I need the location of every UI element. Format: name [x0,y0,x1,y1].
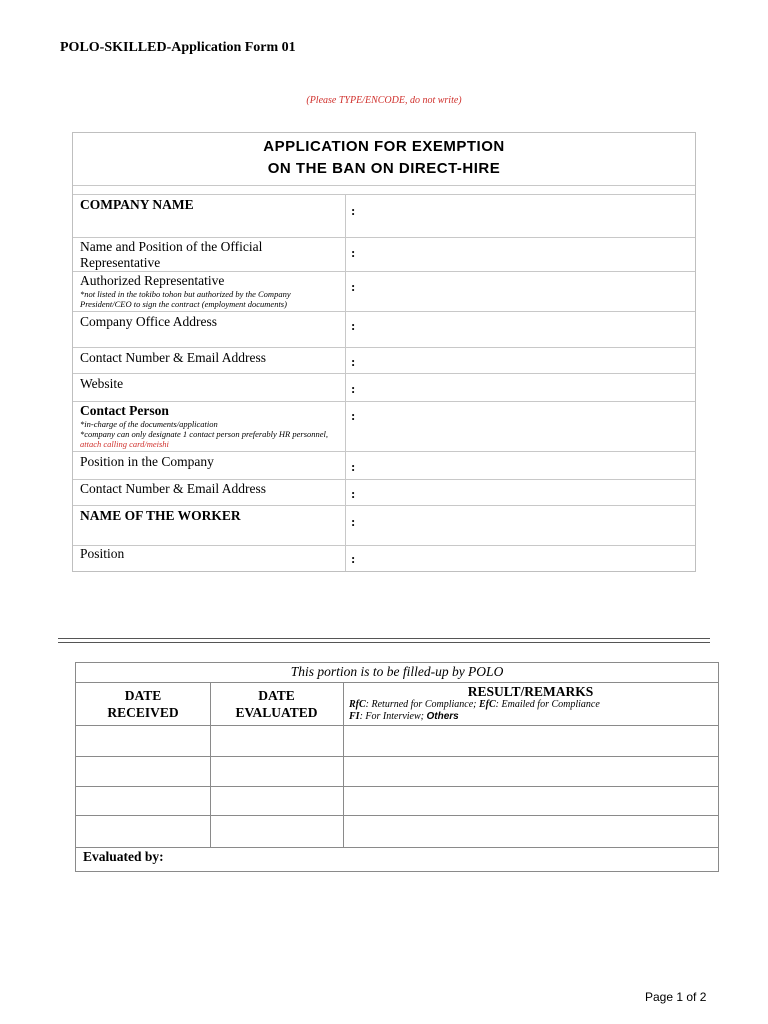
col-date-evaluated-line1: DATE [258,688,295,703]
colon: : [351,551,356,566]
row-divider [76,756,718,757]
legend-line2 [349,711,600,723]
contact-email-field[interactable] [351,348,691,372]
legend-efc: EfC [478,699,496,710]
company-name-field[interactable] [351,195,691,236]
label-official-representative: Name and Position of the Official Representative [80,239,263,270]
polo-caption: This portion is to be filled-up by POLO [290,664,504,679]
worker-name-field[interactable] [351,506,691,544]
contact-person-field[interactable] [351,402,691,450]
label-website: Website [80,376,124,391]
colon: : [351,459,356,474]
col-date-evaluated-line2: EVALUATED [235,705,318,720]
column-divider [343,682,344,847]
contact-email-2-field[interactable] [351,480,691,504]
row-divider [73,185,695,186]
form-title-line2: ON THE BAN ON DIRECT-HIRE [267,160,501,177]
row-divider [76,847,718,848]
page-number: Page 1 of 2 [645,990,707,1004]
form-title-line1: APPLICATION FOR EXEMPTION [263,138,505,155]
instruction-note: (Please TYPE/ENCODE, do not write) [306,95,462,106]
application-form [72,132,696,572]
colon: : [351,318,356,333]
colon: : [351,203,356,218]
legend-fi-text: : For Interview; [359,711,427,722]
official-representative-field[interactable] [351,238,691,270]
colon: : [351,486,356,501]
column-divider [345,194,346,571]
contact-person-note1: *in-charge of the documents/application [80,419,218,429]
legend-fi: FI [349,711,360,722]
evaluated-by-label: Evaluated by: [83,849,164,864]
position-field[interactable] [351,546,691,570]
colon: : [351,408,356,423]
authorized-representative-text: Authorized Representative [80,273,225,288]
legend-line1 [349,699,600,711]
row-divider [76,786,718,787]
label-authorized-representative [80,273,342,309]
row-divider [76,815,718,816]
legend-efc-text: : Emailed for Compliance [495,699,600,710]
contact-person-text: Contact Person [80,403,169,418]
col-date-received-line1: DATE [124,688,162,703]
colon: : [351,354,356,369]
legend-others: Others [426,711,459,722]
contact-person-note2 [80,429,348,449]
label-worker-name: NAME OF THE WORKER [80,508,241,523]
row-divider [76,725,718,726]
label-position: Position [80,546,125,561]
legend-rfc: RfC [349,699,366,710]
form-title [73,133,695,185]
colon: : [351,245,356,260]
contact-person-note2-text: *company can only designate 1 contact person preferably HR personnel, [80,429,329,439]
result-legend [349,699,600,723]
colon: : [351,279,356,294]
label-company-name: COMPANY NAME [80,197,194,212]
authorized-representative-note: *not listed in the tokibo tohon but authorized by the Company President/CEO to sign the contract (employment documents) [80,289,291,309]
website-field[interactable] [351,374,691,400]
col-date-received [76,687,210,721]
form-code: POLO-SKILLED-Application Form 01 [60,40,296,55]
polo-section [75,662,719,872]
col-date-evaluated [210,687,343,721]
section-separator [58,638,710,643]
position-in-company-field[interactable] [351,452,691,478]
colon: : [351,381,356,396]
authorized-representative-field[interactable] [351,272,691,310]
col-result-remarks: RESULT/REMARKS [467,684,594,699]
contact-person-note-red: attach calling card/meishi [80,439,169,449]
label-position-in-company: Position in the Company [80,454,214,469]
label-contact-email: Contact Number & Email Address [80,350,266,365]
office-address-field[interactable] [351,312,691,346]
colon: : [351,514,356,529]
label-contact-person [80,403,348,449]
label-contact-email-2: Contact Number & Email Address [80,481,266,496]
label-office-address: Company Office Address [80,314,217,329]
legend-rfc-text: : Returned for Compliance; [365,699,479,710]
col-date-received-line2: RECEIVED [107,705,179,720]
